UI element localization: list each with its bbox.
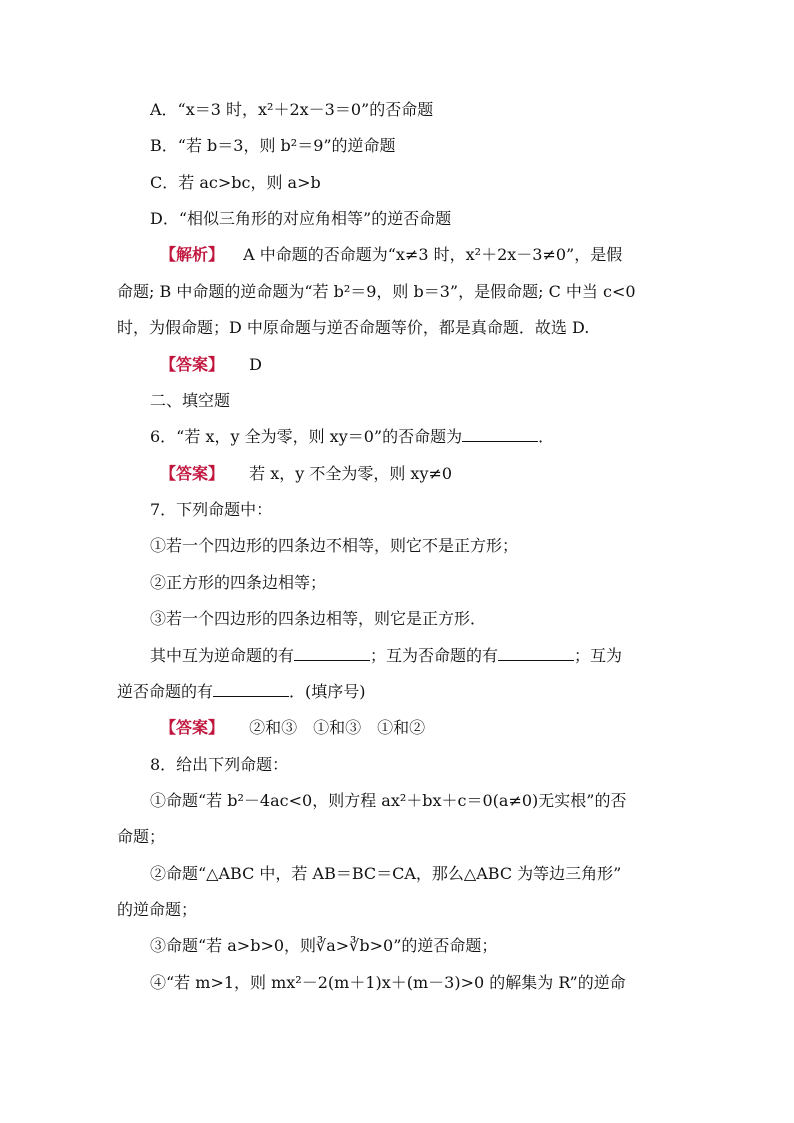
q8-item3: ③命题“若 a>b>0，则∛a>∛b>0”的逆否命题； bbox=[150, 936, 498, 955]
q5-analysis-line2: 命题; B 中命题的逆命题为“若 b²＝9，则 b＝3”，是假命题; C 中当 c<0 bbox=[117, 282, 636, 301]
answer-blank bbox=[294, 645, 370, 661]
q8-item2-line1: ②命题“△ABC 中，若 AB＝BC＝CA，那么△ABC 为等边三角形” bbox=[150, 864, 622, 883]
q8-item2-line2: 的逆命题； bbox=[117, 900, 198, 919]
q7-prompt-line2 bbox=[0, 681, 794, 703]
option-a: A．“x＝3 时，x²＋2x－3＝0”的否命题 bbox=[150, 100, 434, 119]
q7-prompt-c: ；互为 bbox=[574, 646, 623, 665]
q7-prompt-e: ．(填序号) bbox=[289, 682, 366, 701]
option-b: B．“若 b＝3，则 b²＝9”的逆命题 bbox=[150, 136, 396, 155]
answer-text: 若 x，y 不全为零，则 xy≠0 bbox=[249, 464, 453, 483]
q8-question: 8．给出下列命题： bbox=[150, 755, 289, 774]
q7-question: 7．下列命题中： bbox=[150, 500, 273, 519]
q8-item1-line1: ①命题“若 b²－4ac<0，则方程 ax²＋bx＋c＝0(a≠0)无实根”的否 bbox=[150, 791, 627, 810]
q7-item3: ③若一个四边形的四条边相等，则它是正方形． bbox=[150, 609, 487, 628]
q5-analysis-line3: 时，为假命题；D 中原命题与逆否命题等价，都是真命题．故选 D. bbox=[117, 318, 590, 337]
answer-blank bbox=[462, 426, 538, 442]
answer-tag: 【答案】 bbox=[160, 464, 225, 483]
q5-answer bbox=[0, 354, 794, 376]
analysis-text: A 中命题的否命题为“x≠3 时，x²＋2x－3≠0”，是假 bbox=[243, 245, 623, 264]
q7-item2: ②正方形的四条边相等； bbox=[150, 573, 327, 592]
section-title: 二、填空题 bbox=[150, 391, 231, 410]
option-c: C．若 ac>bc，则 a>b bbox=[150, 173, 321, 192]
q7-prompt-a: 其中互为逆命题的有 bbox=[150, 646, 295, 665]
answer-text: D bbox=[249, 355, 262, 374]
q8-item1-line2: 命题； bbox=[117, 827, 166, 846]
q8-item4: ④“若 m>1，则 mx²－2(m＋1)x＋(m－3)>0 的解集为 R”的逆命 bbox=[150, 973, 626, 992]
q6-answer bbox=[0, 463, 794, 485]
answer-tag: 【答案】 bbox=[160, 355, 225, 374]
answer-text: ②和③ ①和③ ①和② bbox=[249, 718, 426, 737]
q7-prompt-b: ；互为否命题的有 bbox=[370, 646, 499, 665]
answer-blank bbox=[213, 681, 289, 697]
q7-prompt-line1 bbox=[0, 645, 794, 667]
option-d: D．“相似三角形的对应角相等”的逆否命题 bbox=[150, 209, 452, 228]
answer-tag: 【答案】 bbox=[160, 718, 225, 737]
answer-blank bbox=[498, 645, 574, 661]
q5-analysis-line1 bbox=[0, 244, 794, 266]
q7-answer bbox=[0, 717, 794, 739]
q7-prompt-d: 逆否命题的有 bbox=[117, 682, 214, 701]
q6-question-text: 6．“若 x，y 全为零，则 xy＝0”的否命题为 bbox=[150, 427, 463, 446]
q7-item1: ①若一个四边形的四条边不相等，则它不是正方形； bbox=[150, 536, 519, 555]
analysis-tag: 【解析】 bbox=[160, 245, 225, 264]
q6-question-end: ． bbox=[538, 427, 555, 446]
q6-question bbox=[0, 426, 794, 448]
